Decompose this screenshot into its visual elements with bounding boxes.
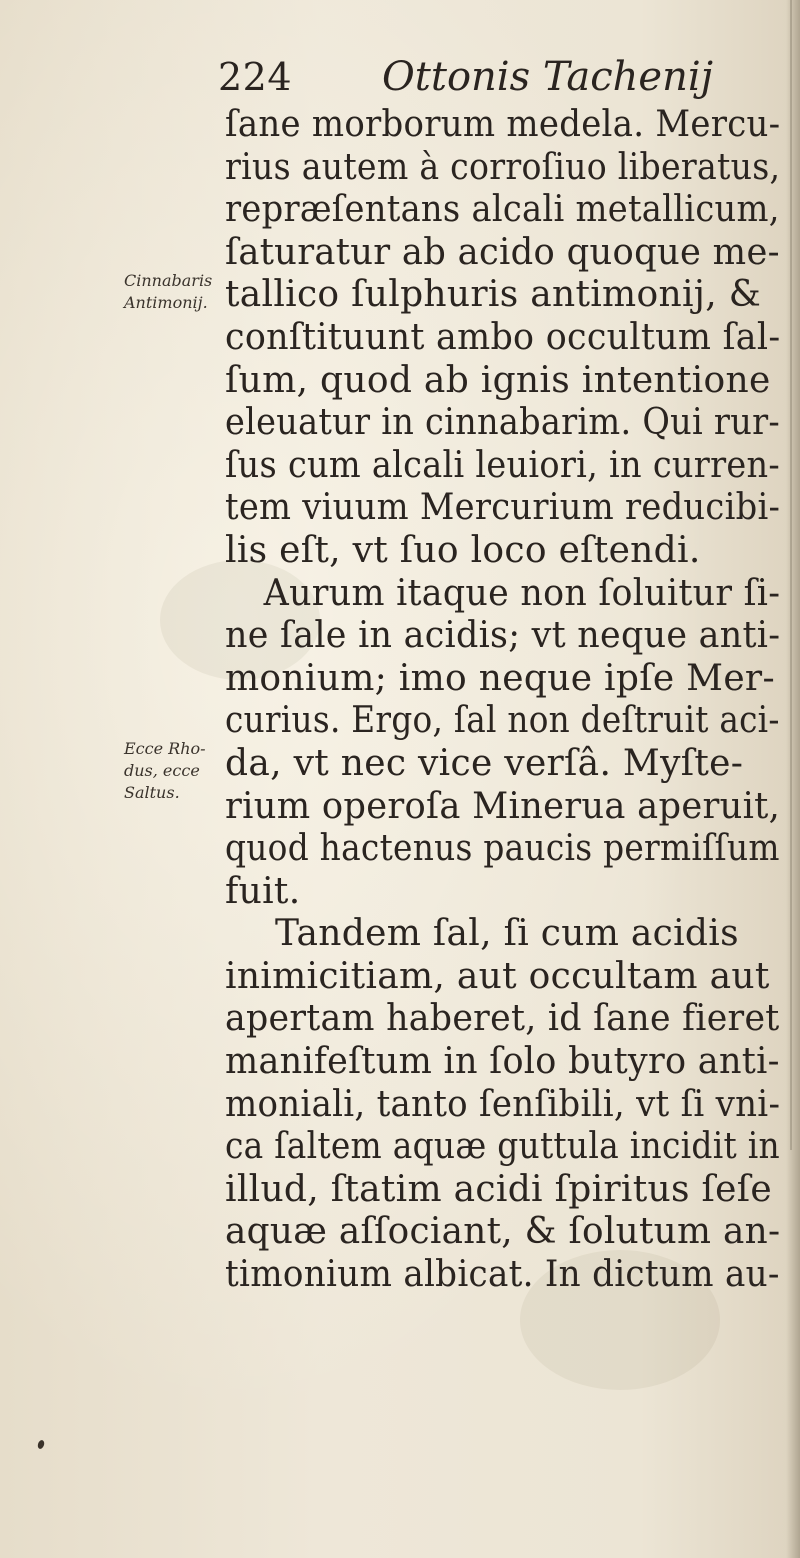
text-line: ne ſale in acidis; vt neque anti-: [225, 615, 781, 657]
text-line: apertam haberet, id ſane fieret: [225, 998, 780, 1040]
text-line: curius. Ergo, ſal non deſtruit aci-: [225, 700, 780, 742]
text-line: timonium albicat. In dictum au-: [225, 1254, 780, 1296]
page-number: 224: [218, 55, 293, 99]
text-line: rium operoſa Minerua aperuit,: [225, 785, 781, 827]
text-line: rius autem à corroſiuo liberatus,: [225, 146, 781, 188]
page-edge-shadow: [786, 0, 800, 1558]
text-line: tallico ſulphuris antimonij, &: [225, 274, 762, 316]
text-line: eleuatur in cinnabarim. Qui rur-: [225, 402, 781, 444]
marginal-note: [124, 738, 224, 804]
text-line: ſaturatur ab acido quoque me-: [225, 231, 780, 273]
text-line: inimicitiam, aut occultam aut: [225, 955, 770, 997]
text-line: ca ſaltem aquæ guttula incidit in: [225, 1126, 780, 1168]
marginal-note-line: Antimonij.: [124, 293, 208, 312]
marginal-note-line: dus, ecce: [124, 761, 200, 780]
marginal-note: [124, 270, 224, 314]
text-line: ſane morborum medela. Mercu-: [225, 104, 781, 145]
text-line: illud, ſtatim acidi ſpiritus ſeſe: [225, 1168, 772, 1210]
page-edge-line: [790, 0, 792, 1150]
ink-mark: [37, 1439, 46, 1450]
text-line: tem viuum Mercurium reducibi-: [225, 487, 781, 529]
text-line: manifeſtum in ſolo butyro anti-: [225, 1041, 780, 1083]
text-line: ſum, quod ab ignis intentione: [225, 359, 771, 401]
text-line: aquæ aſſociant, & ſolutum an-: [225, 1211, 781, 1253]
running-head: Ottonis Tachenij: [382, 54, 714, 100]
text-line: lis eſt, vt ſuo loco eſtendi.: [225, 529, 701, 571]
marginal-note-line: Saltus.: [124, 783, 180, 802]
text-line: quod hactenus paucis permiſſum: [225, 828, 780, 870]
body-text: [225, 104, 780, 1297]
text-line: fuit.: [225, 870, 301, 912]
text-line: moniali, tanto ſenſibili, vt ſi vni-: [225, 1083, 781, 1125]
text-line: conſtituunt ambo occultum ſal-: [225, 316, 781, 358]
text-line: ſus cum alcali leuiori, in curren-: [225, 444, 780, 486]
text-line: Aurum itaque non ſoluitur ſi-: [263, 572, 781, 614]
marginal-note-line: Ecce Rho-: [124, 739, 206, 758]
text-line: repræſentans alcali metallicum,: [225, 189, 780, 231]
text-line: da, vt nec vice verſâ. Myſte-: [225, 742, 744, 784]
text-line: Tandem ſal, ſi cum acidis: [275, 913, 739, 955]
text-line: monium; imo neque ipſe Mer-: [225, 657, 775, 699]
marginal-note-line: Cinnabaris: [124, 271, 213, 290]
page-header: [0, 48, 800, 106]
